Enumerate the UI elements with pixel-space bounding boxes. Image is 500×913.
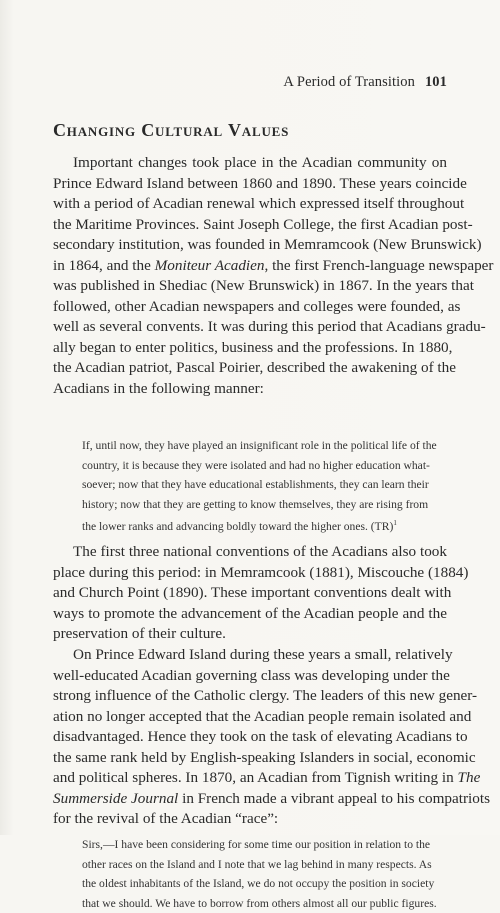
text-line: The first three national conventions of the Acadians also took — [53, 542, 447, 563]
text-line: Prince Edward Island between 1860 and 1890. These years coincide — [53, 174, 447, 195]
quote-line: that we should. We have to borrow from others almost all our public figures. — [82, 894, 446, 913]
block-quote-1 — [82, 436, 446, 536]
text-line: secondary institution, was founded in Memramcook (New Brunswick) — [53, 235, 447, 256]
text-line — [53, 768, 447, 789]
text-line: well as several convents. It was during this period that Acadians gradu- — [53, 317, 447, 338]
text-line: the same rank held by English-speaking Islanders in social, economic — [53, 748, 447, 769]
text-line: followed, other Acadian newspapers and colleges were founded, as — [53, 297, 447, 318]
block-quote-2 — [82, 835, 446, 913]
text-line: the Acadian patriot, Pascal Poirier, described the awakening of the — [53, 358, 447, 379]
text-line: ally began to enter politics, business and the professions. In 1880, — [53, 338, 447, 359]
quote-line: If, until now, they have played an insignificant role in the political life of the — [82, 436, 446, 456]
quote-line: history; now that they are getting to know themselves, they are rising from — [82, 495, 446, 515]
text-line: Important changes took place in the Acadian community on — [53, 153, 447, 174]
newspaper-title: Moniteur Acadien — [155, 257, 265, 274]
page-number: 101 — [425, 74, 447, 90]
text-line: and Church Point (1890). These important conventions dealt with — [53, 583, 447, 604]
section-heading: Changing Cultural Values — [53, 120, 289, 141]
quote-line — [82, 514, 446, 536]
quote-line: country, it is because they were isolated and had no higher education what- — [82, 456, 446, 476]
text-line: well-educated Acadian governing class was developing under the — [53, 666, 447, 687]
text-line: preservation of their culture. — [53, 624, 447, 645]
footnote-marker: 1 — [393, 519, 397, 527]
text-run: , the first French-language newspaper — [264, 257, 493, 274]
text-line — [53, 789, 447, 810]
text-run: the lower ranks and advancing boldly toward the higher ones. (TR) — [82, 520, 393, 533]
text-line: with a period of Acadian renewal which expressed itself throughout — [53, 194, 447, 215]
text-line: place during this period: in Memramcook (1881), Miscouche (1884) — [53, 563, 447, 584]
quote-line: soever; now that they have educational establishments, they can learn their — [82, 475, 446, 495]
paragraph-1 — [53, 153, 447, 399]
text-line: was published in Shediac (New Brunswick) in 1867. In the years that — [53, 276, 447, 297]
text-line: On Prince Edward Island during these years a small, relatively — [53, 645, 447, 666]
text-run: and political spheres. In 1870, an Acadian from Tignish writing in — [53, 769, 458, 786]
running-head-title: A Period of Transition — [283, 74, 415, 90]
text-line: disadvantaged. Hence they took on the task of elevating Acadians to — [53, 727, 447, 748]
newspaper-title: Summerside Journal — [53, 790, 178, 807]
quote-line: the oldest inhabitants of the Island, we do not occupy the position in society — [82, 874, 446, 894]
text-line: the Maritime Provinces. Saint Joseph College, the first Acadian post- — [53, 215, 447, 236]
paragraph-3 — [53, 645, 447, 830]
text-run: in 1864, and the — [53, 257, 155, 274]
newspaper-title: The — [458, 769, 481, 786]
text-line: strong influence of the Catholic clergy. The leaders of this new gener- — [53, 686, 447, 707]
text-line: Acadians in the following manner: — [53, 379, 447, 400]
text-line: for the revival of the Acadian “race”: — [53, 809, 447, 830]
paragraph-2 — [53, 542, 447, 645]
running-head — [283, 74, 447, 91]
text-line: ation no longer accepted that the Acadian people remain isolated and — [53, 707, 447, 728]
text-line — [53, 256, 447, 277]
quote-line: Sirs,—I have been considering for some time our position in relation to the — [82, 835, 446, 855]
text-line: ways to promote the advancement of the Acadian people and the — [53, 604, 447, 625]
quote-line: other races on the Island and I note that we lag behind in many respects. As — [82, 855, 446, 875]
text-run: in French made a vibrant appeal to his compatriots — [178, 790, 490, 807]
